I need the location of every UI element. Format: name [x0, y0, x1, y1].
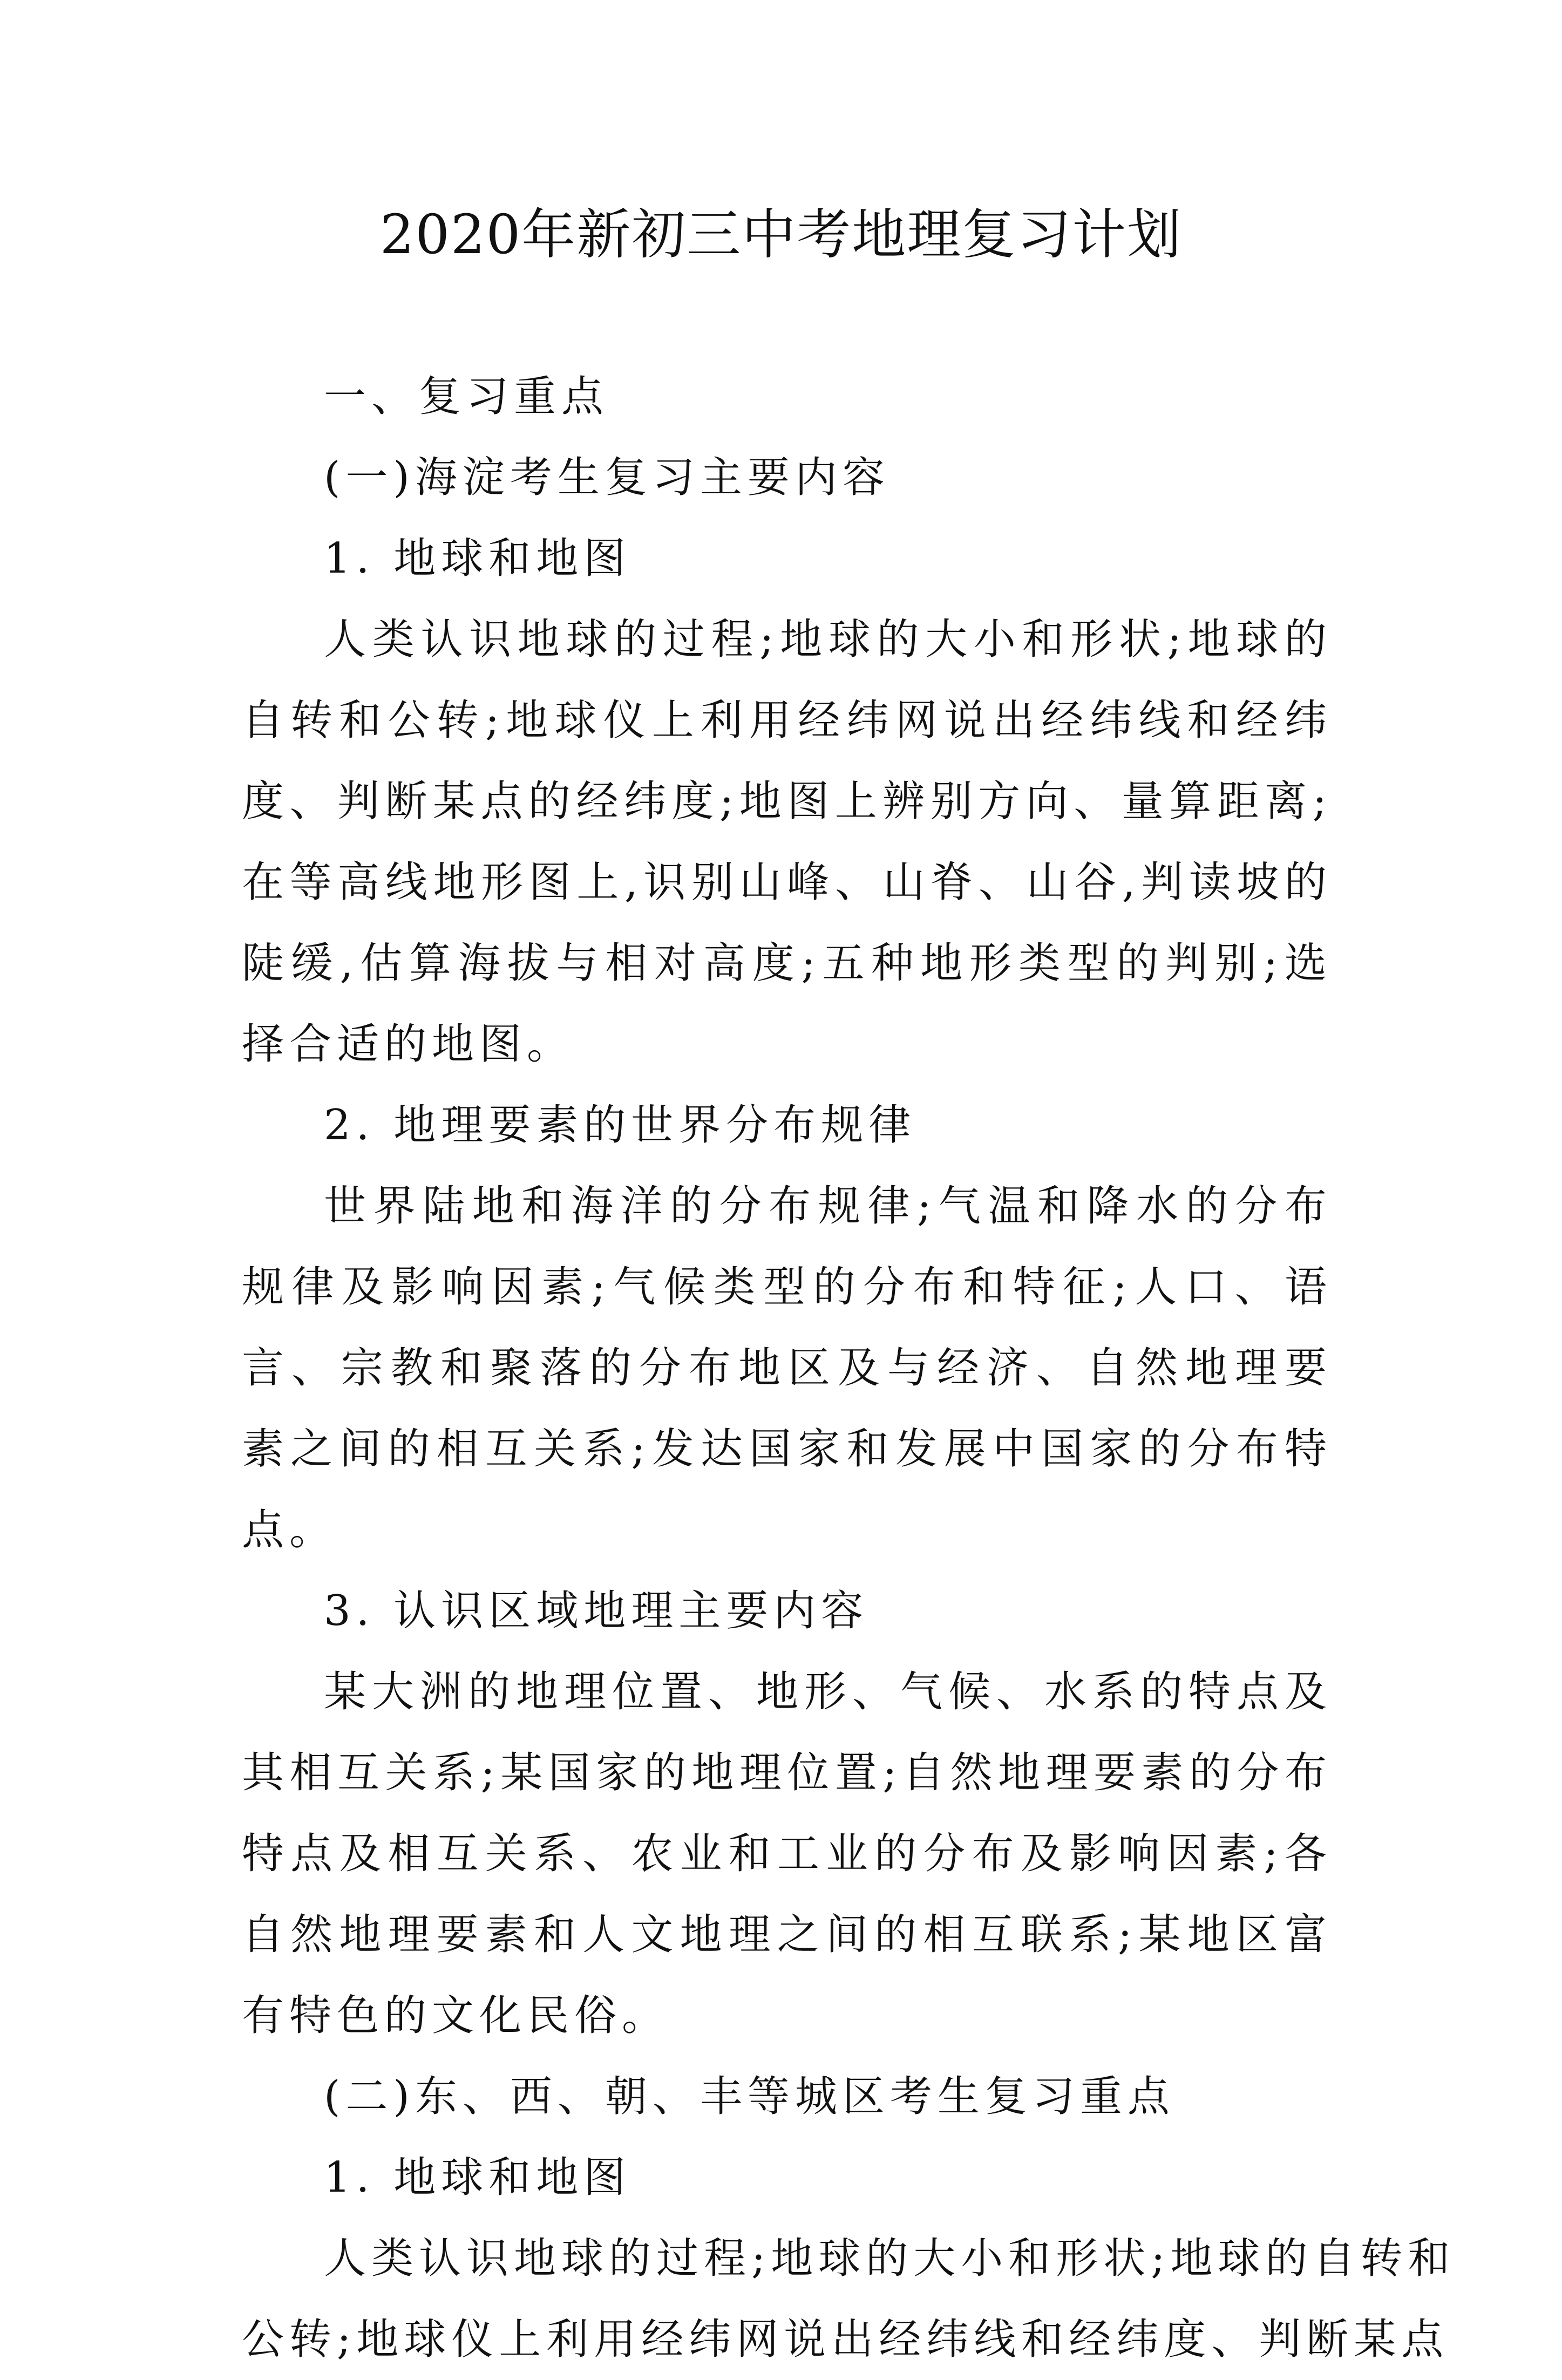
paragraph-earth-maps: 人类认识地球的过程;地球的大小和形状;地球的自转和公转;地球仪上利用经纬网说出经纬线和经纬度、判断某点的经纬度;地图上辨别方向、量算距离;在等高线地形图上,识别山峰、山脊、山谷,判读坡的陡缓,估算海拔与相对高度;五种地形类型的判别;选择合适的地图。 — [242, 615, 1332, 1069]
paragraph-line: 公转;地球仪上利用经纬网说出经纬线和经纬度、判断某点 — [242, 2315, 1449, 2364]
topic-heading: 3. 认识区域地理主要内容 — [324, 1587, 869, 1635]
paragraph-regional-geography: 某大洲的地理位置、地形、气候、水系的特点及其相互关系;某国家的地理位置;自然地理要素的分布特点及相互关系、农业和工业的分布及影响因素;各自然地理要素和人文地理之间的相互联系;某地区富有特色的文化民俗。 — [242, 1668, 1332, 2040]
subsection-heading: (二)东、西、朝、丰等城区考生复习重点 — [324, 2072, 1175, 2121]
topic-heading: 1. 地球和地图 — [324, 2153, 631, 2202]
paragraph-world-distribution: 世界陆地和海洋的分布规律;气温和降水的分布规律及影响因素;气候类型的分布和特征;人口、语言、宗教和聚落的分布地区及与经济、自然地理要素之间的相互关系;发达国家和发展中国家的分布特点。 — [242, 1182, 1332, 1554]
section-heading: 一、复习重点 — [324, 372, 609, 421]
topic-heading: 1. 地球和地图 — [324, 534, 631, 583]
topic-heading: 2. 地理要素的世界分布规律 — [324, 1101, 916, 1150]
document-title: 2020年新初三中考地理复习计划 — [379, 203, 1183, 266]
document-body — [242, 356, 1456, 2380]
paragraph-line: 人类认识地球的过程;地球的大小和形状;地球的自转和 — [324, 2234, 1456, 2283]
subsection-heading: (一)海淀考生复习主要内容 — [324, 453, 890, 502]
